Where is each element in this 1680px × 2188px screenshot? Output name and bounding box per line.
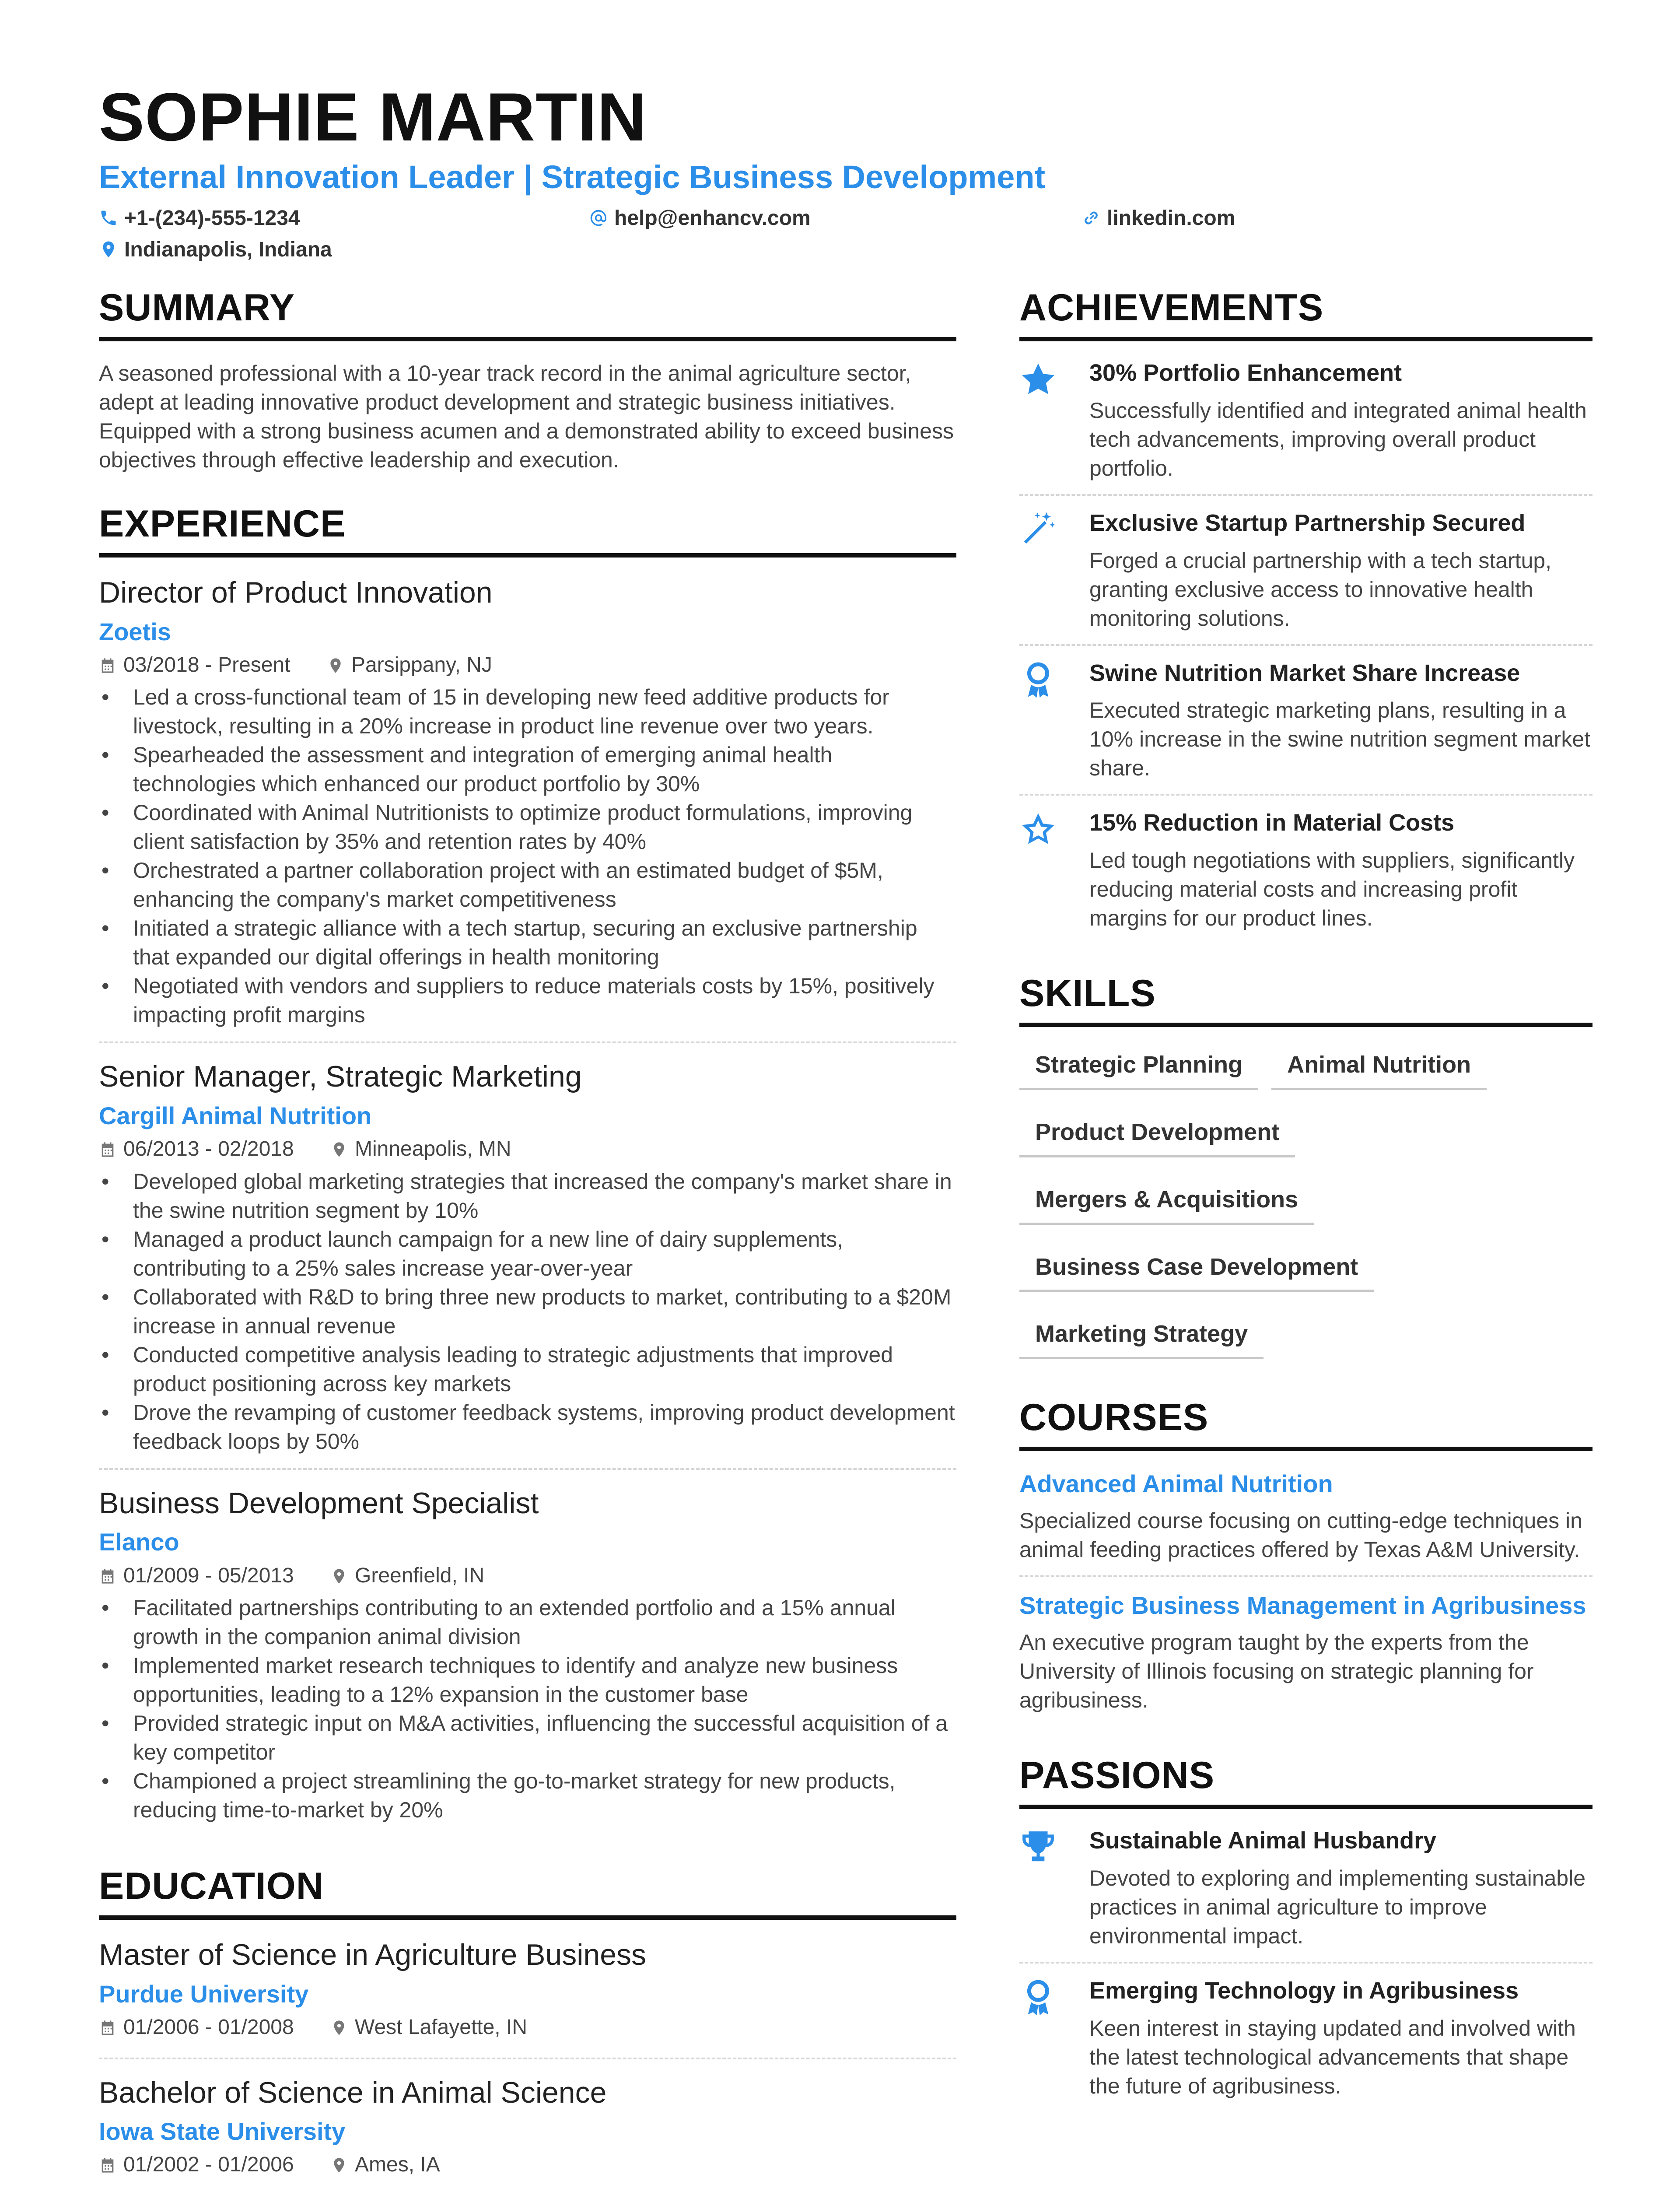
education-location: West Lafayette, IN: [355, 2015, 527, 2039]
location-pin-icon: [330, 2156, 348, 2174]
job-entry: [99, 1059, 956, 1469]
job-entry: [99, 1486, 956, 1837]
location-text: Indianapolis, Indiana: [124, 238, 332, 261]
skills-heading: SKILLS: [1019, 975, 1592, 1027]
job-bullet: • Spearheaded the assessment and integration of emerging animal health technologies which enhanced our product portfolio by 30%: [99, 740, 956, 798]
skill-tag: Animal Nutrition: [1271, 1045, 1487, 1090]
right-column: [1019, 289, 1592, 2142]
contact-location: [99, 237, 332, 263]
skills-list: [1019, 1045, 1592, 1381]
passion-item: [1019, 1827, 1592, 1964]
job-dates: 06/2013 - 02/2018: [123, 1137, 294, 1161]
job-bullet: • Orchestrated a partner collaboration project with an estimated budget of $5M, enhancing the company's market competitiveness: [99, 856, 956, 914]
job-location: Greenfield, IN: [355, 1564, 485, 1587]
job-location: Parsippany, NJ: [351, 653, 492, 677]
job-bullet: • Managed a product launch campaign for a new line of dairy supplements, contributing to a 25% sales increase year-over-year: [99, 1225, 956, 1283]
job-bullet: • Initiated a strategic alliance with a tech startup, securing an exclusive partnership that expanded our digital offerings in health monitoring: [99, 914, 956, 971]
job-meta: [99, 652, 956, 678]
job-bullets: [99, 683, 956, 1029]
location-pin-icon: [330, 1141, 348, 1158]
job-bullets: [99, 1167, 956, 1456]
education-school: Iowa State University: [99, 2118, 346, 2146]
courses-heading: COURSES: [1019, 1399, 1592, 1451]
award-ribbon-icon: [1019, 661, 1057, 698]
trophy-icon: [1019, 1828, 1057, 1866]
experience-section: [99, 505, 956, 1837]
calendar-icon: [99, 657, 116, 674]
experience-heading: EXPERIENCE: [99, 505, 956, 558]
candidate-name: SOPHIE MARTIN: [99, 79, 647, 155]
job-entry: [99, 575, 956, 1043]
at-icon: [589, 208, 608, 228]
achievement-title: 15% Reduction in Material Costs: [1089, 810, 1455, 836]
contact-email[interactable]: [589, 206, 811, 231]
course-desc: Specialized course focusing on cutting-edge techniques in animal feeding practices offered by Texas A&M University.: [1019, 1508, 1582, 1562]
calendar-icon: [99, 2019, 116, 2037]
job-dates: 01/2009 - 05/2013: [123, 1564, 294, 1587]
job-dates: 03/2018 - Present: [123, 653, 290, 677]
education-entry: [99, 2075, 956, 2188]
passion-item: [1019, 1977, 1592, 2112]
job-meta: [99, 1136, 956, 1162]
skill-tag: Product Development: [1019, 1112, 1295, 1157]
course-item: [1019, 1590, 1592, 1726]
courses-section: [1019, 1396, 1592, 1726]
award-ribbon-icon: [1019, 1978, 1057, 2016]
achievement-item: [1019, 359, 1592, 496]
education-dates: 01/2006 - 01/2008: [123, 2015, 294, 2039]
achievement-desc: Successfully identified and integrated animal health tech advancements, improving overall product portfolio.: [1089, 398, 1587, 480]
education-degree: Bachelor of Science in Animal Science: [99, 2076, 607, 2109]
skill-tag: Business Case Development: [1019, 1247, 1374, 1292]
education-section: [99, 1867, 956, 2188]
education-school: Purdue University: [99, 1980, 309, 2008]
summary-heading: SUMMARY: [99, 289, 956, 341]
location-pin-icon: [327, 657, 344, 674]
education-entry: [99, 1937, 956, 2059]
email-text[interactable]: help@enhancv.com: [614, 207, 811, 230]
course-title: Advanced Animal Nutrition: [1019, 1470, 1333, 1498]
location-pin-icon: [330, 1567, 348, 1585]
link-icon: [1082, 208, 1101, 228]
job-bullet: • Negotiated with vendors and suppliers to reduce materials costs by 15%, positively impacting profit margins: [99, 971, 956, 1029]
education-dates: 01/2002 - 01/2006: [123, 2153, 294, 2177]
job-role: Director of Product Innovation: [99, 576, 493, 609]
star-outline-icon: [1019, 810, 1057, 848]
passions-heading: PASSIONS: [1019, 1757, 1592, 1809]
phone-text: +1-(234)-555-1234: [124, 207, 300, 230]
job-company: Cargill Animal Nutrition: [99, 1101, 372, 1129]
job-bullet: • Collaborated with R&D to bring three new products to market, contributing to a $20M increase in annual revenue: [99, 1283, 956, 1340]
achievement-title: Swine Nutrition Market Share Increase: [1089, 659, 1520, 686]
education-location: Ames, IA: [355, 2153, 440, 2177]
achievements-section: [1019, 289, 1592, 944]
job-bullet: • Championed a project streamlining the go-to-market strategy for new products, reducing time-to-market by 20%: [99, 1767, 956, 1824]
passion-desc: Keen interest in staying updated and involved with the latest technological advancements that shape the future of agribusiness.: [1089, 2016, 1576, 2098]
course-item: [1019, 1469, 1592, 1577]
skill-tag: Mergers & Acquisitions: [1019, 1179, 1314, 1225]
location-pin-icon: [330, 2019, 348, 2037]
job-bullet: • Led a cross-functional team of 15 in developing new feed additive products for livestock, resulting in a 20% increase in product line revenue over two years.: [99, 683, 956, 740]
calendar-icon: [99, 1567, 116, 1585]
star-filled-icon: [1019, 361, 1057, 398]
job-role: Business Development Specialist: [99, 1486, 539, 1520]
calendar-icon: [99, 1141, 116, 1158]
achievement-title: 30% Portfolio Enhancement: [1089, 360, 1402, 386]
job-bullet: • Implemented market research techniques to identify and analyze new business opportunities, leading to a 12% expansion in the customer base: [99, 1651, 956, 1709]
candidate-headline: External Innovation Leader | Strategic Business Development: [99, 159, 1046, 195]
achievement-title: Exclusive Startup Partnership Secured: [1089, 509, 1526, 536]
skills-section: [1019, 972, 1592, 1381]
job-bullet: • Drove the revamping of customer feedback systems, improving product development feedback loops by 50%: [99, 1398, 956, 1456]
education-meta: [99, 2015, 956, 2040]
course-title: Strategic Business Management in Agribusiness: [1019, 1592, 1586, 1620]
linkedin-text[interactable]: linkedin.com: [1107, 207, 1236, 230]
job-role: Senior Manager, Strategic Marketing: [99, 1060, 582, 1094]
job-bullet: • Provided strategic input on M&A activities, influencing the successful acquisition of a key competitor: [99, 1709, 956, 1767]
job-bullet: • Conducted competitive analysis leading to strategic adjustments that improved product positioning across key markets: [99, 1340, 956, 1398]
job-location: Minneapolis, MN: [355, 1137, 511, 1161]
passions-section: [1019, 1754, 1592, 2112]
job-company: Elanco: [99, 1528, 179, 1556]
passion-title: Emerging Technology in Agribusiness: [1089, 1977, 1519, 2004]
achievement-item: [1019, 659, 1592, 796]
job-bullet: • Facilitated partnerships contributing to an extended portfolio and a 15% annual growth in the companion animal division: [99, 1593, 956, 1651]
job-bullets: [99, 1593, 956, 1824]
passion-title: Sustainable Animal Husbandry: [1089, 1827, 1437, 1854]
achievement-item: [1019, 809, 1592, 944]
summary-section: [99, 289, 956, 474]
job-meta: [99, 1563, 956, 1588]
education-heading: EDUCATION: [99, 1867, 956, 1920]
location-pin-icon: [99, 240, 118, 259]
job-bullet: • Developed global marketing strategies that increased the company's market share in the swine nutrition segment by 10%: [99, 1167, 956, 1225]
course-desc: An executive program taught by the experts from the University of Illinois focusing on strategic planning for agribusiness.: [1019, 1630, 1534, 1713]
achievement-desc: Led tough negotiations with suppliers, significantly reducing material costs and increasing profit margins for our product lines.: [1089, 848, 1575, 931]
passion-desc: Devoted to exploring and implementing sustainable practices in animal agriculture to improve environmental impact.: [1089, 1865, 1586, 1948]
achievements-heading: ACHIEVEMENTS: [1019, 289, 1592, 341]
calendar-icon: [99, 2156, 116, 2174]
contact-linkedin[interactable]: [1082, 206, 1235, 231]
magic-wand-icon: [1019, 511, 1057, 548]
summary-text: A seasoned professional with a 10-year track record in the animal agriculture sector, adept at leading innovative product development and strategic business initiatives. Equipped with a strong business acumen and a demonstrated ability to exceed business objectives through effective leadership and execution.: [99, 361, 954, 472]
job-bullet: • Coordinated with Animal Nutritionists to optimize product formulations, improving client satisfaction by 35% and retention rates by 40%: [99, 798, 956, 856]
job-company: Zoetis: [99, 617, 171, 645]
achievement-item: [1019, 509, 1592, 646]
phone-icon: [99, 208, 118, 228]
education-meta: [99, 2152, 956, 2177]
contact-phone: [99, 206, 300, 231]
achievement-desc: Forged a crucial partnership with a tech startup, granting exclusive access to innovative health monitoring solutions.: [1089, 548, 1552, 631]
education-degree: Master of Science in Agriculture Business: [99, 1938, 647, 1972]
achievement-desc: Executed strategic marketing plans, resulting in a 10% increase in the swine nutrition segment market share.: [1089, 698, 1591, 781]
skill-tag: Marketing Strategy: [1019, 1314, 1264, 1359]
skill-tag: Strategic Planning: [1019, 1045, 1258, 1090]
left-column: [99, 289, 956, 2188]
